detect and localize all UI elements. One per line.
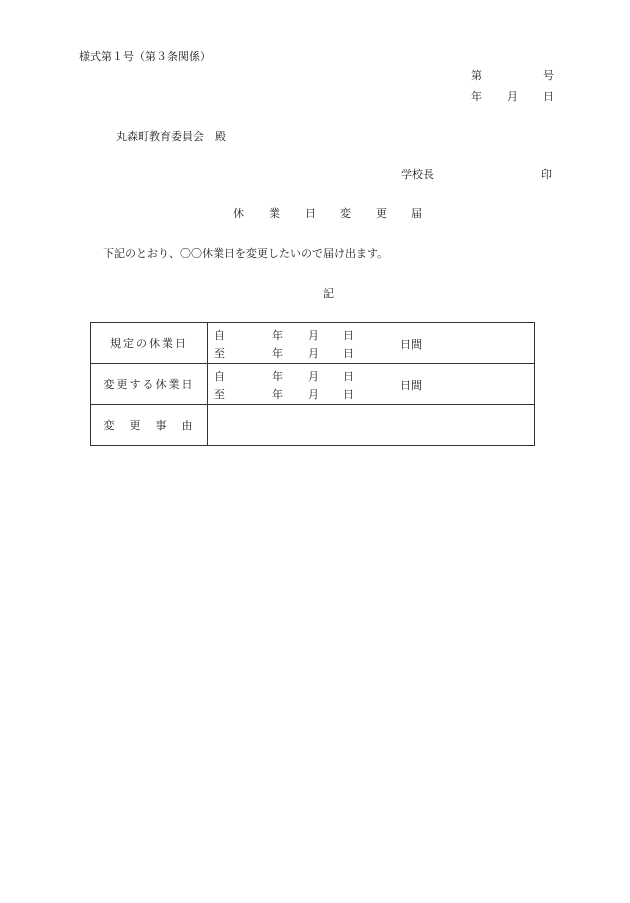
month-label: 月 <box>308 329 319 342</box>
date-month: 月 <box>507 90 518 103</box>
year-label: 年 <box>272 329 283 342</box>
year-label: 年 <box>272 347 283 360</box>
form-number: 様式第１号（第３条関係） <box>79 50 211 63</box>
title-char: 更 <box>376 207 387 220</box>
date-range-cell[interactable] <box>208 364 535 405</box>
table-row <box>91 323 535 364</box>
date-year: 年 <box>471 90 482 103</box>
from-label: 自 <box>214 329 225 342</box>
date-day: 日 <box>543 90 554 103</box>
days-label: 日間 <box>400 338 422 351</box>
day-label: 日 <box>343 388 354 401</box>
ki-heading: 記 <box>323 287 334 300</box>
month-label: 月 <box>308 388 319 401</box>
row-label: 変更する休業日 <box>91 364 208 405</box>
to-label: 至 <box>214 347 225 360</box>
seal-mark: 印 <box>541 168 552 181</box>
row-label: 変 更 事 由 <box>91 405 208 446</box>
date-range-cell[interactable] <box>208 323 535 364</box>
doc-number-prefix: 第 <box>471 69 482 82</box>
holiday-change-table <box>90 322 535 446</box>
to-line <box>214 386 364 400</box>
day-label: 日 <box>343 347 354 360</box>
from-label: 自 <box>214 370 225 383</box>
to-line <box>214 345 364 359</box>
from-line <box>214 327 364 341</box>
to-label: 至 <box>214 388 225 401</box>
from-line <box>214 368 364 382</box>
title-char: 変 <box>340 207 351 220</box>
title-char: 届 <box>411 207 422 220</box>
day-label: 日 <box>343 370 354 383</box>
row-label: 規定の休業日 <box>91 323 208 364</box>
days-label: 日間 <box>400 379 422 392</box>
day-label: 日 <box>343 329 354 342</box>
reason-cell[interactable] <box>208 405 535 446</box>
title-char: 日 <box>305 207 316 220</box>
doc-number-suffix: 号 <box>543 69 554 82</box>
addressee: 丸森町教育委員会 殿 <box>116 130 226 143</box>
month-label: 月 <box>308 347 319 360</box>
sender-title: 学校長 <box>401 168 434 181</box>
title-char: 業 <box>269 207 280 220</box>
table-row <box>91 364 535 405</box>
year-label: 年 <box>272 370 283 383</box>
year-label: 年 <box>272 388 283 401</box>
title-char: 休 <box>233 207 244 220</box>
table-row <box>91 405 535 446</box>
month-label: 月 <box>308 370 319 383</box>
body-text: 下記のとおり、〇〇休業日を変更したいので届け出ます。 <box>103 247 389 260</box>
